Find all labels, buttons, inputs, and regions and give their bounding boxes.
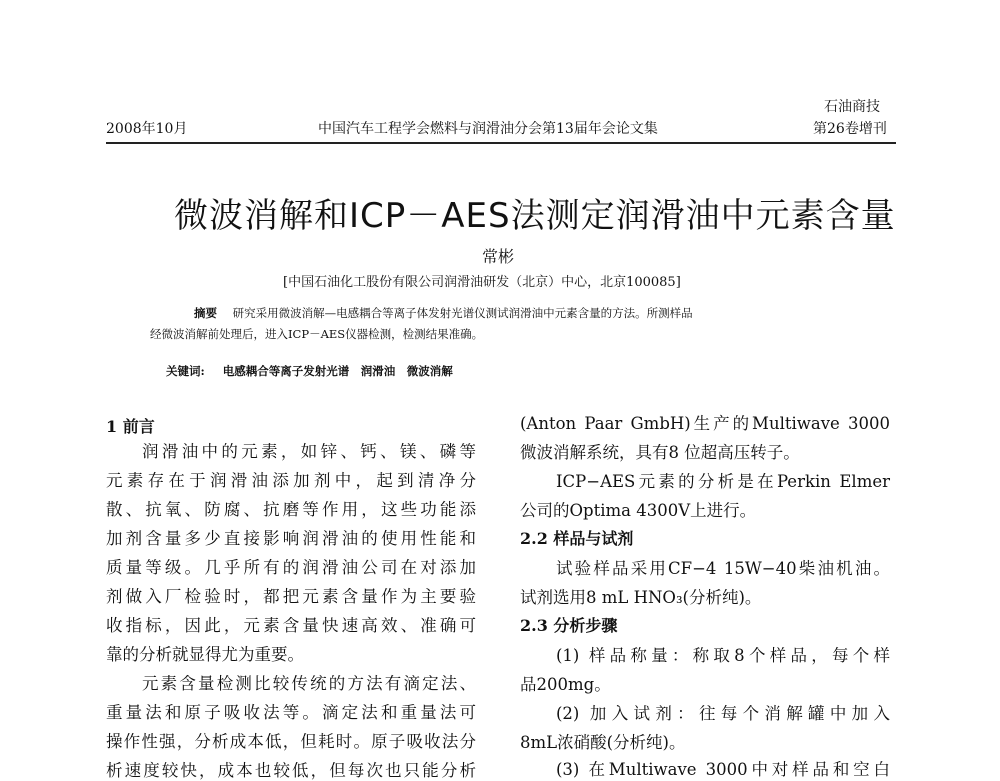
- right-line: 8mL浓硝酸(分析纯)。: [520, 733, 686, 752]
- abstract-text-1: 研究采用微波消解—电感耦合等离子体发射光谱仪测试润滑油中元素含量的方法。所测样品: [232, 306, 693, 320]
- left-line: 析速度较快，成本也较低，但每次也只能分析: [106, 761, 476, 780]
- journal-name: 石油商技: [824, 99, 880, 115]
- right-line: (Anton Paar GmbH)生产的Multiwave 3000: [520, 414, 890, 433]
- section-2-3-heading: 2.3 分析步骤: [520, 616, 618, 635]
- header-volume: 第26卷增刊: [813, 121, 887, 137]
- right-line: 微波消解系统，具有8 位超高压转子。: [520, 443, 800, 462]
- right-line: (1) 样品称量：称取8个样品，每个样: [556, 646, 890, 665]
- right-line: 品200mg。: [520, 675, 611, 694]
- header-rule: [106, 142, 896, 144]
- keywords: [166, 363, 453, 379]
- header-proceedings: 中国汽车工程学会燃料与润滑油分会第13届年会论文集: [318, 121, 658, 137]
- right-line: (2) 加入试剂：往每个消解罐中加入: [556, 704, 890, 723]
- left-line: 靠的分析就显得尤为重要。: [106, 645, 304, 664]
- section-2-2-heading: 2.2 样品与试剂: [520, 529, 634, 548]
- left-line: 重量法和原子吸收法等。滴定法和重量法可: [106, 703, 476, 722]
- abstract-line-1: [194, 305, 693, 321]
- left-line: 收指标，因此，元素含量快速高效、准确可: [106, 616, 476, 635]
- right-line: 试剂选用8 mL HNO₃(分析纯)。: [520, 588, 762, 607]
- abstract-line-2: 经微波消解前处理后，进入ICP－AES仪器检测，检测结果准确。: [150, 327, 484, 341]
- abstract-label: 摘要: [194, 306, 217, 320]
- paper-title: 微波消解和ICP－AES法测定润滑油中元素含量: [174, 196, 896, 236]
- keywords-text: 电感耦合等离子发射光谱 润滑油 微波消解: [222, 364, 453, 378]
- left-line: 散、抗氧、防腐、抗磨等作用，这些功能添: [106, 500, 476, 519]
- left-line: 质量等级。几乎所有的润滑油公司在对添加: [106, 558, 476, 577]
- keywords-label: 关键词:: [166, 364, 205, 378]
- left-line: 元素存在于润滑油添加剂中，起到清净分: [106, 471, 476, 490]
- left-line: 元素含量检测比较传统的方法有滴定法、: [142, 674, 476, 693]
- author-name: 常彬: [482, 247, 515, 266]
- left-line: 加剂含量多少直接影响润滑油的使用性能和: [106, 529, 476, 548]
- left-line: 剂做入厂检验时，都把元素含量作为主要验: [106, 587, 476, 606]
- right-line: 试验样品采用CF−4 15W−40柴油机油。: [556, 559, 890, 578]
- right-line: ICP−AES元素的分析是在Perkin Elmer: [556, 472, 890, 491]
- left-line: 润滑油中的元素，如锌、钙、镁、磷等: [142, 442, 476, 461]
- left-line: 操作性强，分析成本低，但耗时。原子吸收法分: [106, 732, 476, 751]
- right-line: (3) 在Multiwave 3000中对样品和空白: [556, 760, 890, 779]
- section-1-heading: 1 前言: [106, 417, 155, 436]
- affiliation: [中国石油化工股份有限公司润滑油研发（北京）中心，北京100085]: [283, 275, 681, 290]
- header-date: 2008年10月: [106, 121, 188, 137]
- right-line: 公司的Optima 4300V上进行。: [520, 501, 757, 520]
